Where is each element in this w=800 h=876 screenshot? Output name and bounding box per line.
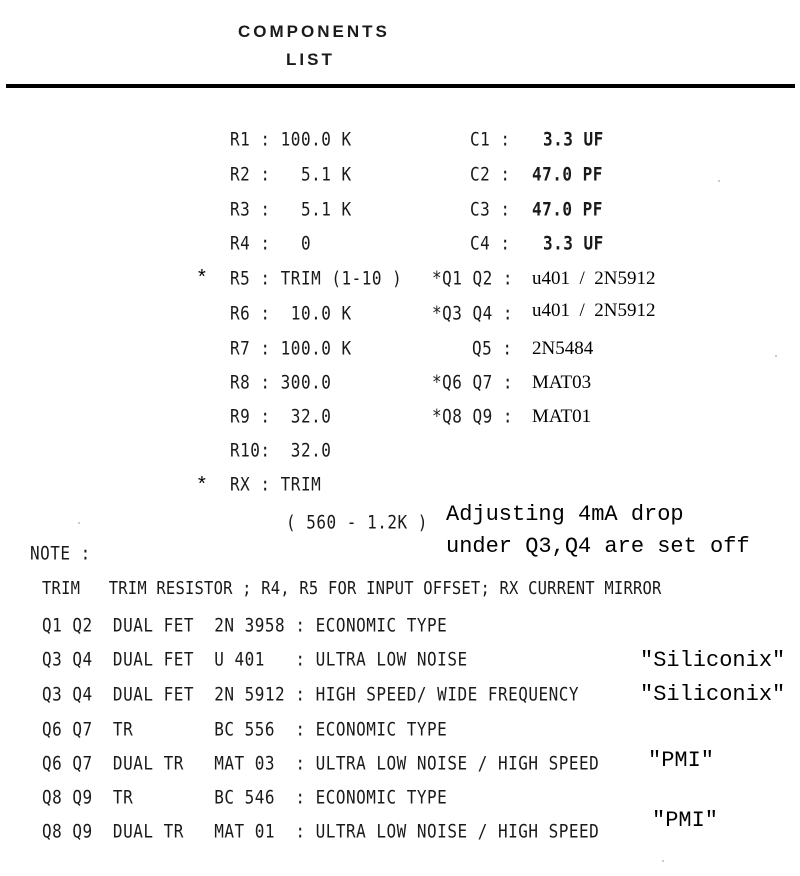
resistor-name: R10 — [230, 439, 261, 461]
resistor-r1 — [230, 128, 352, 150]
resistor-value: : 32.0 — [260, 405, 332, 427]
transistor-q5-part: 2N5484 — [532, 338, 594, 359]
transistor-q3-q4-label: *Q3 Q4 : — [432, 302, 514, 324]
note-row: Q1 Q2 DUAL FET 2N 3958 : ECONOMIC TYPE — [42, 614, 448, 636]
resistor-name: R8 — [230, 371, 251, 393]
transistor-q1-q2-label: *Q1 Q2 : — [432, 267, 514, 289]
capacitor-c3-value: 47.0 PF — [532, 198, 603, 220]
resistor-r6 — [230, 302, 352, 324]
resistor-value: : 100.0 K — [260, 128, 352, 150]
transistor-q6-q7-part: MAT03 — [532, 372, 592, 393]
capacitor-name: C3 — [470, 198, 491, 220]
manufacturer-label: "Siliconix" — [640, 648, 786, 673]
capacitor-c4-value: 3.3 UF — [543, 232, 604, 254]
rx-range: ( 560 - 1.2K ) — [286, 511, 428, 533]
resistor-name: R6 — [230, 302, 251, 324]
resistor-value: : 5.1 K — [260, 198, 352, 220]
note-row: Q3 Q4 DUAL FET U 401 : ULTRA LOW NOISE — [42, 648, 468, 670]
asterisk-rx: * — [198, 473, 206, 495]
note-row: Q3 Q4 DUAL FET 2N 5912 : HIGH SPEED/ WIDE FREQUENCY — [42, 683, 580, 705]
note-row: TRIM TRIM RESISTOR ; R4, R5 FOR INPUT OFFSET; RX CURRENT MIRROR — [42, 578, 662, 599]
scan-speck — [718, 180, 720, 182]
resistor-r8 — [230, 371, 331, 393]
note-row: Q6 Q7 DUAL TR MAT 03 : ULTRA LOW NOISE / HIGH SPEED — [42, 752, 600, 774]
resistor-name: R5 — [230, 267, 251, 289]
manufacturer-label: "Siliconix" — [640, 682, 786, 707]
resistor-r2 — [230, 163, 352, 185]
note-row: Q8 Q9 DUAL TR MAT 01 : ULTRA LOW NOISE / HIGH SPEED — [42, 820, 600, 842]
manufacturer-label: "PMI" — [648, 748, 715, 773]
resistor-name: R2 — [230, 163, 251, 185]
resistor-name: R3 — [230, 198, 251, 220]
adjust-note-line1: Adjusting 4mA drop — [446, 502, 684, 527]
resistor-value: : TRIM (1-10 ) — [260, 267, 403, 289]
capacitor-c2-value: 47.0 PF — [532, 163, 603, 185]
page-title-line1: COMPONENTS — [238, 22, 390, 41]
resistor-r5 — [230, 267, 402, 289]
resistor-value: : 0 — [260, 232, 312, 254]
resistor-name: R1 — [230, 128, 251, 150]
capacitor-name: C1 — [470, 128, 491, 150]
resistor-r3 — [230, 198, 352, 220]
page-title-line2: LIST — [286, 50, 335, 69]
resistor-r9 — [230, 405, 331, 427]
capacitor-c1-value: 3.3 UF — [543, 128, 604, 150]
resistor-name: R4 — [230, 232, 251, 254]
scan-speck — [775, 355, 777, 357]
transistor-q3-q4-part: u401 / 2N5912 — [532, 300, 656, 321]
transistor-q1-q2-part: u401 / 2N5912 — [532, 268, 656, 289]
resistor-name: R7 — [230, 337, 251, 359]
resistor-name: R9 — [230, 405, 251, 427]
resistor-value: : TRIM — [260, 473, 322, 495]
asterisk-r5: * — [198, 266, 206, 288]
resistor-r10 — [230, 439, 331, 461]
transistor-q6-q7-label: *Q6 Q7 : — [432, 371, 514, 393]
capacitor-c4: C4 : — [470, 232, 511, 254]
capacitor-name: C4 — [470, 232, 491, 254]
manufacturer-label: "PMI" — [652, 808, 719, 833]
capacitor-c1: C1 : — [470, 128, 511, 150]
note-row: Q8 Q9 TR BC 546 : ECONOMIC TYPE — [42, 786, 448, 808]
adjust-note-line2: under Q3,Q4 are set off — [446, 534, 750, 559]
transistor-q5-label: Q5 : — [472, 337, 513, 359]
transistor-q8-q9-part: MAT01 — [532, 406, 592, 427]
resistor-value: : 10.0 K — [260, 302, 352, 324]
transistor-q8-q9-label: *Q8 Q9 : — [432, 405, 514, 427]
header-divider — [6, 84, 795, 88]
resistor-value: : 300.0 — [260, 371, 332, 393]
capacitor-c3: C3 : — [470, 198, 511, 220]
scan-speck — [78, 522, 80, 524]
resistor-r7 — [230, 337, 352, 359]
resistor-rx — [230, 473, 321, 495]
capacitor-name: C2 — [470, 163, 491, 185]
resistor-value: : 5.1 K — [260, 163, 352, 185]
note-label: NOTE : — [30, 542, 91, 564]
resistor-value: : 32.0 — [260, 439, 332, 461]
scan-speck — [662, 860, 664, 862]
resistor-name: RX — [230, 473, 251, 495]
resistor-r4 — [230, 232, 311, 254]
resistor-value: : 100.0 K — [260, 337, 352, 359]
note-row: Q6 Q7 TR BC 556 : ECONOMIC TYPE — [42, 718, 448, 740]
capacitor-c2: C2 : — [470, 163, 511, 185]
